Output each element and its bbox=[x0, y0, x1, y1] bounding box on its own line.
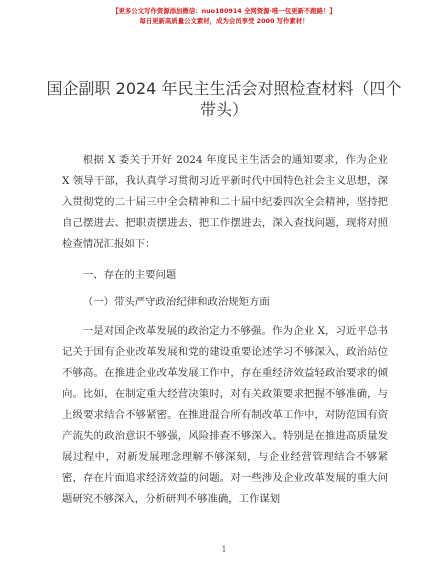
promo-banner-line-1: 【更多公文写作资源添加微信：nuo180914 全网资源·唯一包更新不跑路！】 bbox=[112, 7, 336, 15]
subsection-heading: （一）带头严守政治纪律和政治规矩方面 bbox=[82, 296, 270, 308]
page-number: 1 bbox=[221, 545, 227, 554]
section-heading: 一、存在的主要问题 bbox=[82, 269, 177, 281]
document-body bbox=[62, 150, 388, 510]
promo-banner bbox=[0, 6, 448, 26]
promo-banner-line-2: 每日更新高质量公文素材，成为会员享受 2000 写作素材！ bbox=[139, 17, 309, 25]
document-title: 国企副职 2024 年民主生活会对照检查材料（四个带头） bbox=[46, 79, 402, 119]
body-paragraph: 一是对国企改革发展的政治定力不够强。作为企业 X，习近平总书记关于国有企业改革发展和党的建设重要论述学习不够深入，政治站位不够高。在推进企业改革发展工作中，存在重经济效益轻政治要求的倾向。比如，在制定重大经营决策时，对有关政策要求把握不够准确，与上级要求结合不够紧密。在推进混合所有制改革工作中，对防范国有资产流失的政治意识不够强，风险排查不够深入。特别是在推进高质量发展过程中，对新发展理念理解不够深刻，与企业经营管理结合不够紧密，存在片面追求经济效益的问题。对一些涉及企业改革发展的重大问题研究不够深入，分析研判不够准确，工作谋划 bbox=[62, 325, 388, 505]
intro-paragraph: 根据 X 委关于开好 2024 年度民主生活会的通知要求，作为企业 X 领导干部，我认真学习贯彻习近平新时代中国特色社会主义思想，深入贯彻党的二十届三中全会精神和二十届中纪委四次全会精神，坚持把自己摆进去、把职责摆进去、把工作摆进去，深入查找问题，现将对照检查情况汇报如下： bbox=[62, 154, 388, 250]
